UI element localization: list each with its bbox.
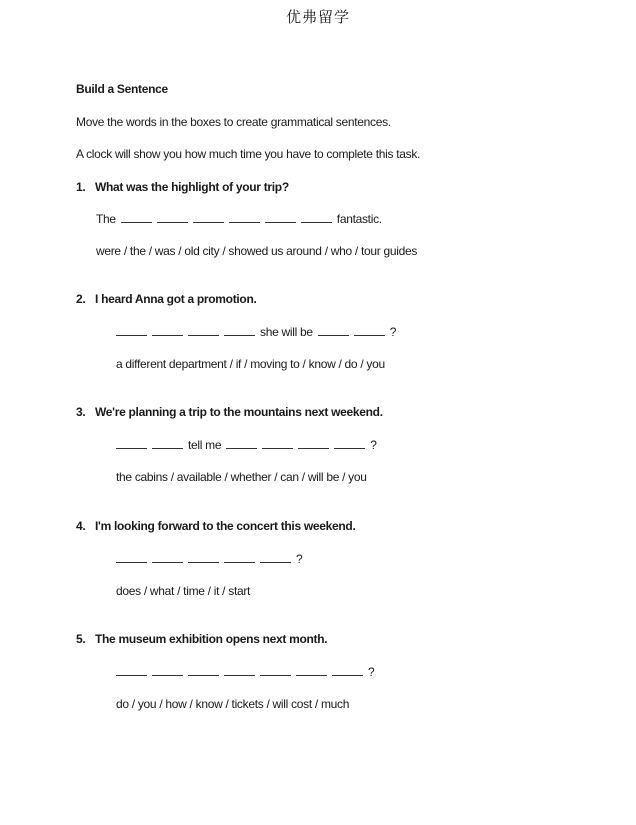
answer-blank[interactable]	[298, 447, 329, 449]
question-prompt: I heard Anna got a promotion.	[95, 292, 257, 306]
answer-blank[interactable]	[224, 334, 255, 336]
answer-blank[interactable]	[188, 334, 219, 336]
answer-blank[interactable]	[121, 221, 152, 223]
question-prompt: We're planning a trip to the mountains next weekend.	[95, 405, 383, 419]
question-number: 4.	[76, 519, 86, 533]
sentence-fixed-word: tell me	[188, 438, 222, 452]
sentence-fixed-word: ?	[368, 665, 375, 679]
question-prompt: The museum exhibition opens next month.	[95, 632, 328, 646]
question-number: 3.	[76, 405, 86, 419]
sentence-fixed-word: The	[96, 212, 116, 226]
answer-blank[interactable]	[334, 447, 365, 449]
answer-blank[interactable]	[116, 447, 147, 449]
sentence-fixed-word: ?	[370, 438, 377, 452]
sentence-line-2	[116, 325, 401, 339]
question-prompt: I'm looking forward to the concert this weekend.	[95, 519, 356, 533]
instruction-move-words: Move the words in the boxes to create grammatical sentences.	[76, 115, 391, 129]
word-bank-3: the cabins / available / whether / can / will be / you	[116, 470, 367, 484]
instruction-clock: A clock will show you how much time you have to complete this task.	[76, 147, 421, 161]
question-number: 5.	[76, 632, 86, 646]
answer-blank[interactable]	[116, 334, 147, 336]
question-4	[76, 519, 356, 533]
sentence-line-3	[116, 438, 382, 452]
word-bank-5: do / you / how / know / tickets / will cost / much	[116, 697, 350, 711]
sentence-fixed-word: ?	[296, 552, 303, 566]
answer-blank[interactable]	[265, 221, 296, 223]
answer-blank[interactable]	[152, 561, 183, 563]
answer-blank[interactable]	[318, 334, 349, 336]
question-3	[76, 405, 383, 419]
answer-blank[interactable]	[354, 334, 385, 336]
answer-blank[interactable]	[188, 561, 219, 563]
sentence-line-1	[96, 212, 387, 226]
answer-blank[interactable]	[152, 447, 183, 449]
sentence-line-5	[116, 665, 379, 679]
question-number: 1.	[76, 180, 86, 194]
answer-blank[interactable]	[262, 447, 293, 449]
sentence-line-4	[116, 552, 307, 566]
section-title: Build a Sentence	[76, 82, 168, 96]
answer-blank[interactable]	[152, 674, 183, 676]
page-header: 优弗留学	[285, 8, 350, 26]
question-5	[76, 632, 327, 646]
answer-blank[interactable]	[226, 447, 257, 449]
answer-blank[interactable]	[224, 561, 255, 563]
question-prompt: What was the highlight of your trip?	[95, 180, 289, 194]
question-1	[76, 180, 289, 194]
question-2	[76, 292, 257, 306]
sentence-fixed-word: ?	[389, 325, 397, 339]
answer-blank[interactable]	[229, 221, 260, 223]
answer-blank[interactable]	[224, 674, 255, 676]
answer-blank[interactable]	[157, 221, 188, 223]
answer-blank[interactable]	[116, 561, 147, 563]
answer-blank[interactable]	[193, 221, 224, 223]
answer-blank[interactable]	[296, 674, 327, 676]
answer-blank[interactable]	[152, 334, 183, 336]
answer-blank[interactable]	[188, 674, 219, 676]
word-bank-1: were / the / was / old city / showed us around / who / tour guides	[96, 244, 418, 258]
answer-blank[interactable]	[260, 674, 291, 676]
sentence-fixed-word: fantastic.	[336, 212, 382, 226]
answer-blank[interactable]	[301, 221, 332, 223]
answer-blank[interactable]	[260, 561, 291, 563]
sentence-fixed-word: she will be	[260, 325, 313, 339]
word-bank-4: does / what / time / it / start	[116, 584, 251, 598]
question-number: 2.	[76, 292, 86, 306]
answer-blank[interactable]	[332, 674, 363, 676]
word-bank-2: a different department / if / moving to / know / do / you	[116, 357, 385, 371]
answer-blank[interactable]	[116, 674, 147, 676]
